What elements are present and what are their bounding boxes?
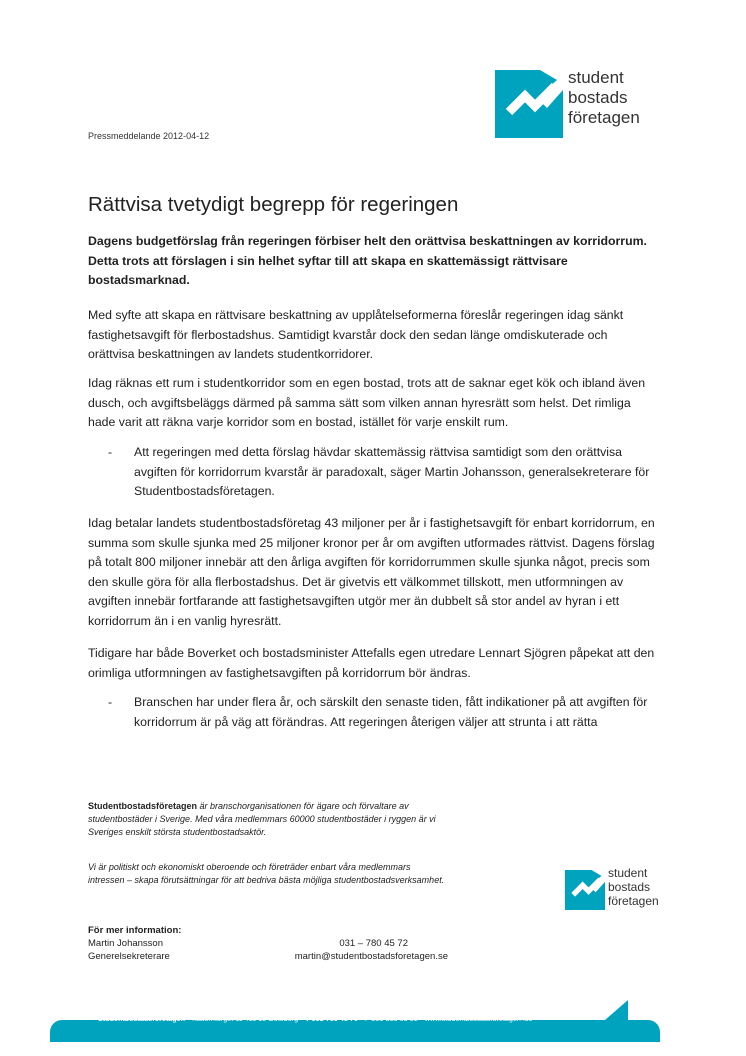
logo-line-1: student (608, 866, 648, 880)
footer-org: Studentbostadsföretagen (98, 1014, 186, 1023)
about-text-2 (88, 861, 448, 887)
contact-heading: För mer information: (88, 925, 182, 936)
footer-text (98, 1014, 638, 1023)
paragraph-4: Tidigare har både Boverket och bostadsminister Attefalls egen utredare Lennart Sjögren påpekat att den orimliga utformningen av fastighetsavgiften på korridorrum bör ändras. (88, 646, 655, 680)
quote-text: Att regeringen med detta förslag hävdar skattemässig rättvisa samtidigt som den orättvisa avgiften för korridorrum kvarstår är paradoxalt, säger Martin Johansson, generalsekreterare för Studentbostadsföretagen. (134, 445, 650, 498)
quote-dash: - (108, 445, 113, 459)
paragraph-1: Med syfte att skapa en rättvisare beskattning av upplåtelseformerna föreslår regeringen idag sänkt fastighetsavgift för flerbostadshus. Samtidigt kvarstår dock den sedan länge omdiskuterade och orättvisa beskattningen av landets studentkorridorer. (88, 308, 624, 361)
about-text (88, 800, 448, 840)
logo-arrow-icon (495, 70, 563, 138)
footer-web[interactable]: www.studentbostadsforetagen .se (424, 1014, 533, 1023)
footer-fax: F 031-333 63 51 (364, 1014, 418, 1023)
about-desc: är branschorganisationen för ägare och förvaltare av studentbostäder i Sverige. Med våra medlemmars 60000 studentbostäder i ryggen är vi Sveriges enskilt största studentbostadsaktör. (88, 801, 436, 838)
logo-line-2: bostads (568, 88, 628, 107)
contact-role: Generelsekreterare (88, 951, 170, 962)
header-logo (495, 70, 665, 140)
quote-2 (108, 693, 668, 732)
logo-line-3: företagen (608, 894, 659, 908)
press-date: Pressmeddelande 2012-04-12 (88, 131, 210, 141)
footer-logo (565, 866, 675, 916)
logo-line-3: företagen (568, 108, 640, 127)
contact-name: Martin Johansson (88, 938, 163, 949)
contact-block (88, 924, 448, 963)
contact-phone: 031 – 780 45 72 (339, 938, 408, 949)
paragraph-2: Idag räknas ett rum i studentkorridor som en egen bostad, trots att de saknar eget kök och ibland även dusch, och avgiftsbeläggs därmed på samma sätt som vilken annan hyresrätt som helst. Det rimliga hade varit att räkna varje korridor som en bostad, istället för varje enskilt rum. (88, 376, 646, 429)
lead-paragraph: Dagens budgetförslag från regeringen förbiser helt den orättvisa beskattningen av korridorrum. Detta trots att förslagen i sin helhet syftar till att skapa en skattemässigt rättvisare bostadsmarknad. (88, 234, 647, 287)
quote-1 (108, 443, 668, 502)
quote-dash: - (108, 695, 113, 709)
logo-line-1: student (568, 68, 624, 87)
logo-line-2: bostads (608, 880, 651, 894)
contact-email[interactable]: martin@studentbostadsforetagen.se (294, 951, 448, 962)
paragraph-3: Idag betalar landets studentbostadsföretag 43 miljoner per år i fastighetsavgift för enbart korridorrum, en summa som skulle sjunka med 25 miljoner kronor per år om avgiften utformades rättvist. Dagens förslag på totalt 800 miljoner innebär att den årliga avgiften för korridorrummen skulle sjunka något, precis som den skulle göra för alla flerbostadshus. Det är givetvis ett välkommet tillskott, men utformningen av avgiften innebär fortfarande att fastighetsavgiften utgör mer än dubbelt så stor andel av hyran i ett korridorrum än i en vanlig hyresrätt. (88, 516, 655, 628)
about-independence: Vi är politiskt och ekonomiskt oberoende och företräder enbart våra medlemmars intressen – skapa förutsättningar för att bedriva bästa möjliga studentbostadsverksamhet. (88, 862, 445, 886)
logo-arrow-icon (565, 870, 605, 910)
about-org: Studentbostadsföretagen (88, 801, 198, 811)
footer-phone: T 031-780 45 70 (305, 1014, 358, 1023)
page-title: Rättvisa tvetydigt begrepp för regeringen (88, 193, 459, 216)
footer-address: Kaserntorget 11 411 18 Göteborg (192, 1014, 299, 1023)
quote-text: Branschen har under flera år, och särskilt den senaste tiden, fått indikationer på att avgiften för korridorrum är på väg att förändras. Att regeringen återigen väljer att strunta i att rätta (134, 695, 648, 729)
